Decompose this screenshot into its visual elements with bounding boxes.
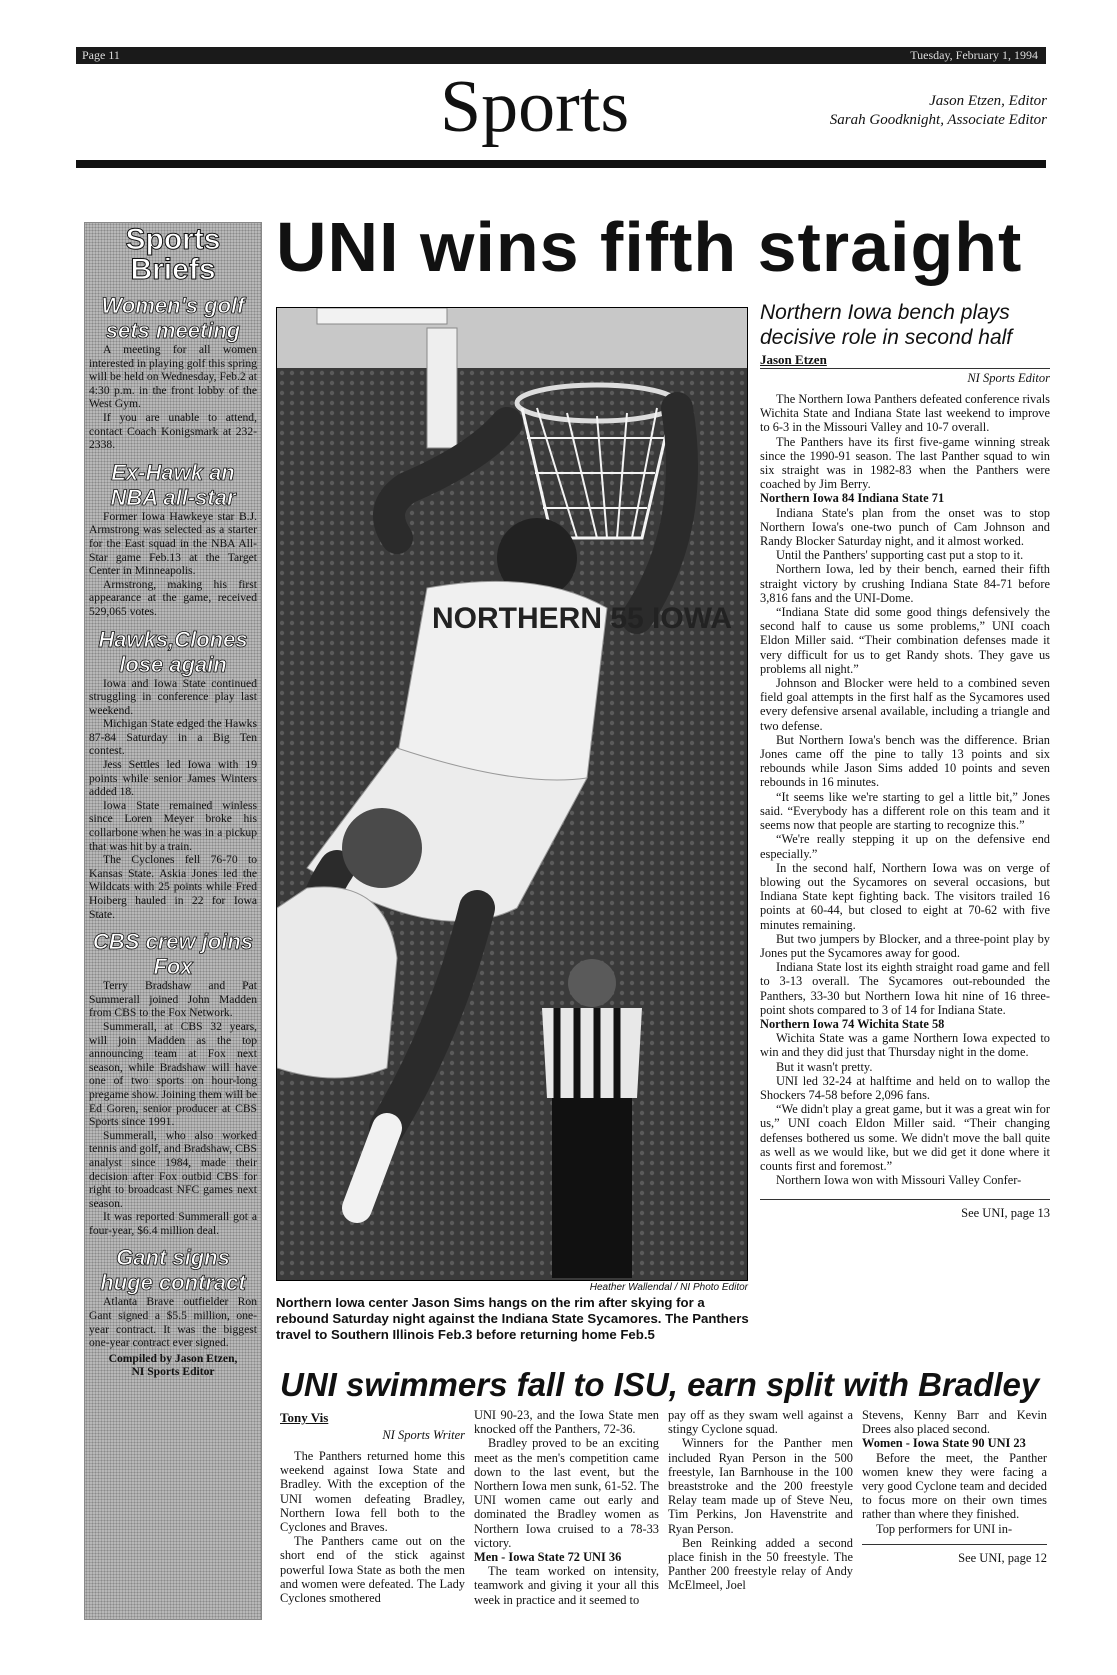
section-title: Sports [440,66,630,148]
top-bar [76,47,1046,64]
story-paragraph: Indiana State lost its eighth straight road game and fell to 3-13 overall. The Sycamores out-rebounded the Panthers, 33-30 but Northern Iowa hit nine of 16 three-point shots compared to 3 of 14 for Indiana State. [760,960,1050,1017]
main-headline: UNI wins fifth straight [276,208,1023,286]
brief-paragraph: A meeting for all women interested in playing golf this spring will be held on Wednesday, Feb.2 at 4:30 p.m. in the front lobby of the West Gym. [89,343,257,411]
swim-paragraph: Ben Reinking added a second place finish in the 50 freestyle. The Panther 200 freestyle relay of Andy McElmeel, Joel [668,1535,853,1593]
story-paragraph: “Indiana State did some good things defensively the second half to cause us some problems,” UNI coach Eldon Miller said. “Their combination defenses made it very difficult for us to get Randy shots. They gave us problems all night.” [760,605,1050,676]
brief-paragraph: Iowa State remained winless since Loren Meyer broke his collarbone when he was in a pickup that was hit by a train. [89,798,257,853]
swim-headline: UNI swimmers fall to ISU, earn split with Bradley [280,1366,1040,1403]
brief-paragraph: Jess Settles led Iowa with 19 points while senior James Winters added 18. [89,758,257,799]
story-subhead: Northern Iowa 84 Indiana State 71 [760,491,945,506]
brief-headline: Ex-Hawk an NBA all-star [110,459,236,510]
story-paragraph: Wichita State was a game Northern Iowa expected to win and they did just that Thursday night in the dome. [760,1031,1050,1060]
briefs-credit: Compiled by Jason Etzen, NI Sports Editor [108,1351,238,1379]
swim-jump-link[interactable]: See UNI, page 12 [862,1544,1047,1566]
issue-date: Tuesday, February 1, 1994 [910,48,1038,62]
story-paragraph: The Panthers have its first five-game winning streak since the 1990-91 season. The last Panther squad to win six straight was in 1982-83 when the Panthers were coached by Jim Berry. [760,434,1050,492]
swim-paragraph: Stevens, Kenny Barr and Kevin Drees also placed second. [862,1408,1047,1437]
associate-editor: Sarah Goodknight, Associate Editor [829,112,1047,128]
brief-paragraph: Terry Bradshaw and Pat Summerall joined John Madden from CBS to the Fox Network. [89,979,257,1020]
story-paragraph: But two jumpers by Blocker, and a three-point play by Jones put the Sycamores away for good. [760,931,1050,960]
briefs-title: Sports Briefs [125,223,221,286]
page-label: Page 11 [82,48,120,62]
story-paragraph: But Northern Iowa's bench was the difference. Brian Jones came off the pine to tally 13 points and six rebounds while Jason Sims added 10 points and seven rebounds in 16 minutes. [760,732,1050,790]
sports-briefs-column [84,222,262,1620]
story-paragraph: “We're really stepping it up on the defensive end especially.” [760,832,1050,861]
brief-paragraph: Iowa and Iowa State continued struggling in conference play last weekend. [89,676,257,717]
byline-title: NI Sports Editor [760,368,1050,386]
swim-paragraph: UNI 90-23, and the Iowa State men knocked off the Panthers, 72-36. [474,1408,659,1437]
swim-byline-title: NI Sports Writer [382,1428,465,1442]
story-paragraph: But it wasn't pretty. [776,1059,873,1074]
byline: Jason Etzen [760,352,827,367]
brief-paragraph: Summerall, who also worked tennis and golf, and Bradshaw, CBS analyst since 1984, made their decision after Fox outbid CBS for right to broadcast NFC games next season. [89,1128,257,1210]
swim-paragraph: The Panthers returned home this weekend against Iowa State and Bradley. With the exception of the UNI women defeating Bradley, Northern Iowa fell both to the Cyclones and Braves. [280,1449,465,1535]
story-subhead: Northern Iowa 74 Wichita State 58 [760,1016,945,1031]
story-paragraph: Johnson and Blocker were held to a combined seven field goal attempts in the first half as the Sycamores used every defensive arsenal available, including a triangle and two defense. [760,676,1050,733]
swim-paragraph: The team worked on intensity, teamwork and giving it your all this week in practice and it seemed to [474,1564,659,1607]
swim-paragraph: pay off as they swam well against a stingy Cyclone squad. [668,1408,853,1437]
story-paragraph: Northern Iowa, led by their bench, earned their fifth straight victory by crushing Indiana State 84-71 before 3,816 fans and the UNI-Dome. [760,562,1050,605]
brief-headline: Women's golf sets meeting [101,293,245,343]
editors-credit [830,92,1047,130]
swim-paragraph: Before the meet, the Panther women knew they were facing a very good Cyclone team and decided to focus more on their own times rather than where they finished. [862,1450,1047,1522]
story-jump-link[interactable]: See UNI, page 13 [760,1199,1050,1221]
story-paragraph: UNI led 32-24 at halftime and held on to wallop the Shockers 74-58 before 2,096 fans. [760,1073,1050,1102]
editor: Jason Etzen, Editor [929,93,1047,109]
story-paragraph: “It seems like we're starting to gel a little bit,” Jones said. “Everybody has a different role on this team and it seems now that people are starting to recognize this.” [760,789,1050,833]
brief-paragraph: The Cyclones fell 76-70 to Kansas State. Askia Jones led the Wildcats with 25 points while Fred Hoiberg hauled in 22 for Iowa State. [89,853,257,921]
swim-column-3 [668,1408,853,1593]
story-paragraph: Northern Iowa won with Missouri Valley Confer- [776,1173,1022,1188]
swim-paragraph: Bradley proved to be an exciting meet as the men's competition came down to the last event, but the Northern Iowa men sunk, 61-52. The UNI women came out early and dominated the Bradley women as Northern Iowa cruised to a 78-33 victory. [474,1436,659,1550]
header-rule [76,160,1046,168]
story-paragraph: “We didn't play a great game, but it was a great win for us,” UNI coach Eldon Miller said. “Their changing defenses bothered us some. We didn't move the ball quite as well as we would like, but we did get it done where it counts first and foremost.” [760,1102,1050,1173]
brief-headline: Hawks,Clones lose again [98,626,248,677]
brief-paragraph: Armstrong, making his first appearance at the game, received 529,065 votes. [89,577,257,618]
swim-column-4 [862,1408,1047,1566]
swim-paragraph: The Panthers came out on the short end of the stick against powerful Iowa State as both the men and women were defeated. The Lady Cyclones smothered [280,1534,465,1606]
photo-caption: Northern Iowa center Jason Sims hangs on the rim after skying for a rebound Saturday night against the Indiana State Sycamores. The Panthers travel to Southern Illinois Feb.3 before returning home Feb.5 [276,1295,749,1342]
story-paragraph: Indiana State's plan from the onset was to stop Northern Iowa's one-two punch of Cam Johnson and Randy Blocker Saturday night, and it almost worked. [760,505,1050,549]
brief-headline: CBS crew joins Fox [92,929,254,980]
dunk-photo-illustration [277,308,748,1281]
swim-paragraph: Winners for the Panther men included Ryan Person in the 500 freestyle, Ian Barnhouse in the 100 breaststroke and the 200 freestyle Relay team made up of Steve Neu, Tim Perkins, Jon Havenstrite and Ryan Person. [668,1436,853,1536]
swim-subhead: Women - Iowa State 90 UNI 23 [862,1436,1026,1451]
brief-headline: Gant signs huge contract [100,1245,246,1296]
story-paragraph: In the second half, Northern Iowa was on verge of blowing out the Sycamores on several occasions, but Indiana State kept fighting back. The visitors trailed 16 points at 60-44, but closed to eight at 70-62 with five minutes remaining. [760,860,1050,932]
basketball-photo [276,307,748,1281]
brief-paragraph: Michigan State edged the Hawks 87-84 Saturday in a Big Ten contest. [89,717,257,758]
swim-byline: Tony Vis [280,1410,329,1425]
swim-column-1 [280,1408,465,1605]
story-paragraph: Until the Panthers' supporting cast put a stop to it. [776,548,1024,563]
brief-paragraph: If you are unable to attend, contact Coach Konigsmark at 232-2338. [89,410,257,452]
brief-paragraph: Summerall, at CBS 32 years, will join Madden as the top announcing team at Fox next season, while Bradshaw will have one of two sports on hour-long pregame show. Joining them will be Ed Goren, senior producer at CBS Sports since 1991. [89,1019,257,1129]
brief-paragraph: Atlanta Brave outfielder Ron Gant signed a $5.5 million, one-year contract. It was the biggest one-year contract ever signed. [89,1295,257,1350]
main-story-column [760,300,1050,1221]
brief-paragraph: It was reported Summerall got a four-year, $6.4 million deal. [89,1210,257,1237]
swim-column-2 [474,1408,659,1607]
story-paragraph: The Northern Iowa Panthers defeated conference rivals Wichita State and Indiana State last weekend to improve to 6-3 in the Missouri Valley and 10-7 overall. [760,392,1050,435]
brief-paragraph: Former Iowa Hawkeye star B.J. Armstrong was selected as a starter for the East squad in the NBA All-Star game Feb.13 at the Target Center in Minneapolis. [89,509,257,578]
swim-subhead: Men - Iowa State 72 UNI 36 [474,1550,622,1565]
photo-credit: Heather Wallendal / NI Photo Editor [589,1282,748,1293]
swim-paragraph: Top performers for UNI in- [876,1521,1013,1536]
story-deck: Northern Iowa bench plays decisive role in second half [760,301,1013,349]
jersey-lettering: NORTHERN 55 IOWA [432,602,733,635]
